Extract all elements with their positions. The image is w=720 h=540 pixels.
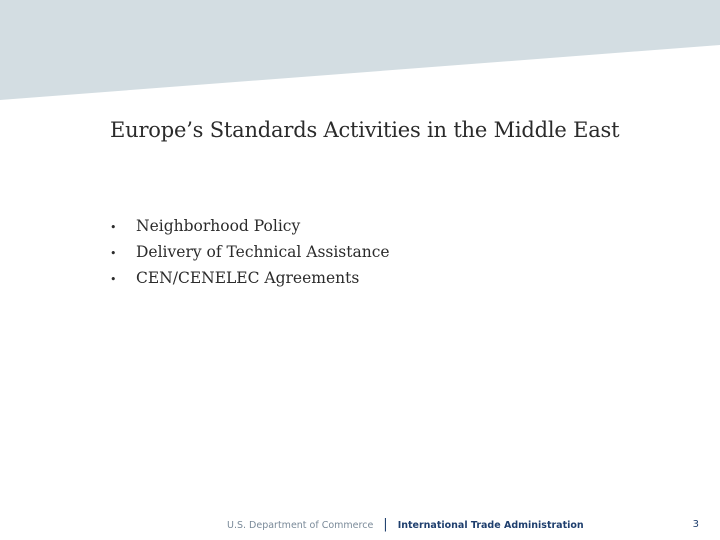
bullet-text: Neighborhood Policy — [136, 217, 301, 235]
footer-department: U.S. Department of Commerce — [227, 519, 374, 531]
page-number: 3 — [692, 519, 699, 530]
bullet-icon: • — [110, 273, 117, 286]
bullet-icon: • — [110, 247, 117, 260]
bullet-text: CEN/CENELEC Agreements — [136, 269, 360, 287]
header-band — [0, 0, 720, 100]
bullet-list — [110, 213, 390, 291]
footer-agency: International Trade Administration — [397, 519, 584, 531]
bullet-icon: • — [110, 221, 117, 234]
slide-title: Europe’s Standards Activities in the Middle East — [110, 118, 620, 142]
bullet-text: Delivery of Technical Assistance — [136, 243, 390, 261]
header-band-shape — [0, 0, 720, 100]
list-item — [110, 213, 390, 239]
list-item — [110, 239, 390, 265]
footer — [227, 519, 584, 531]
list-item — [110, 265, 390, 291]
footer-separator: | — [383, 517, 388, 532]
